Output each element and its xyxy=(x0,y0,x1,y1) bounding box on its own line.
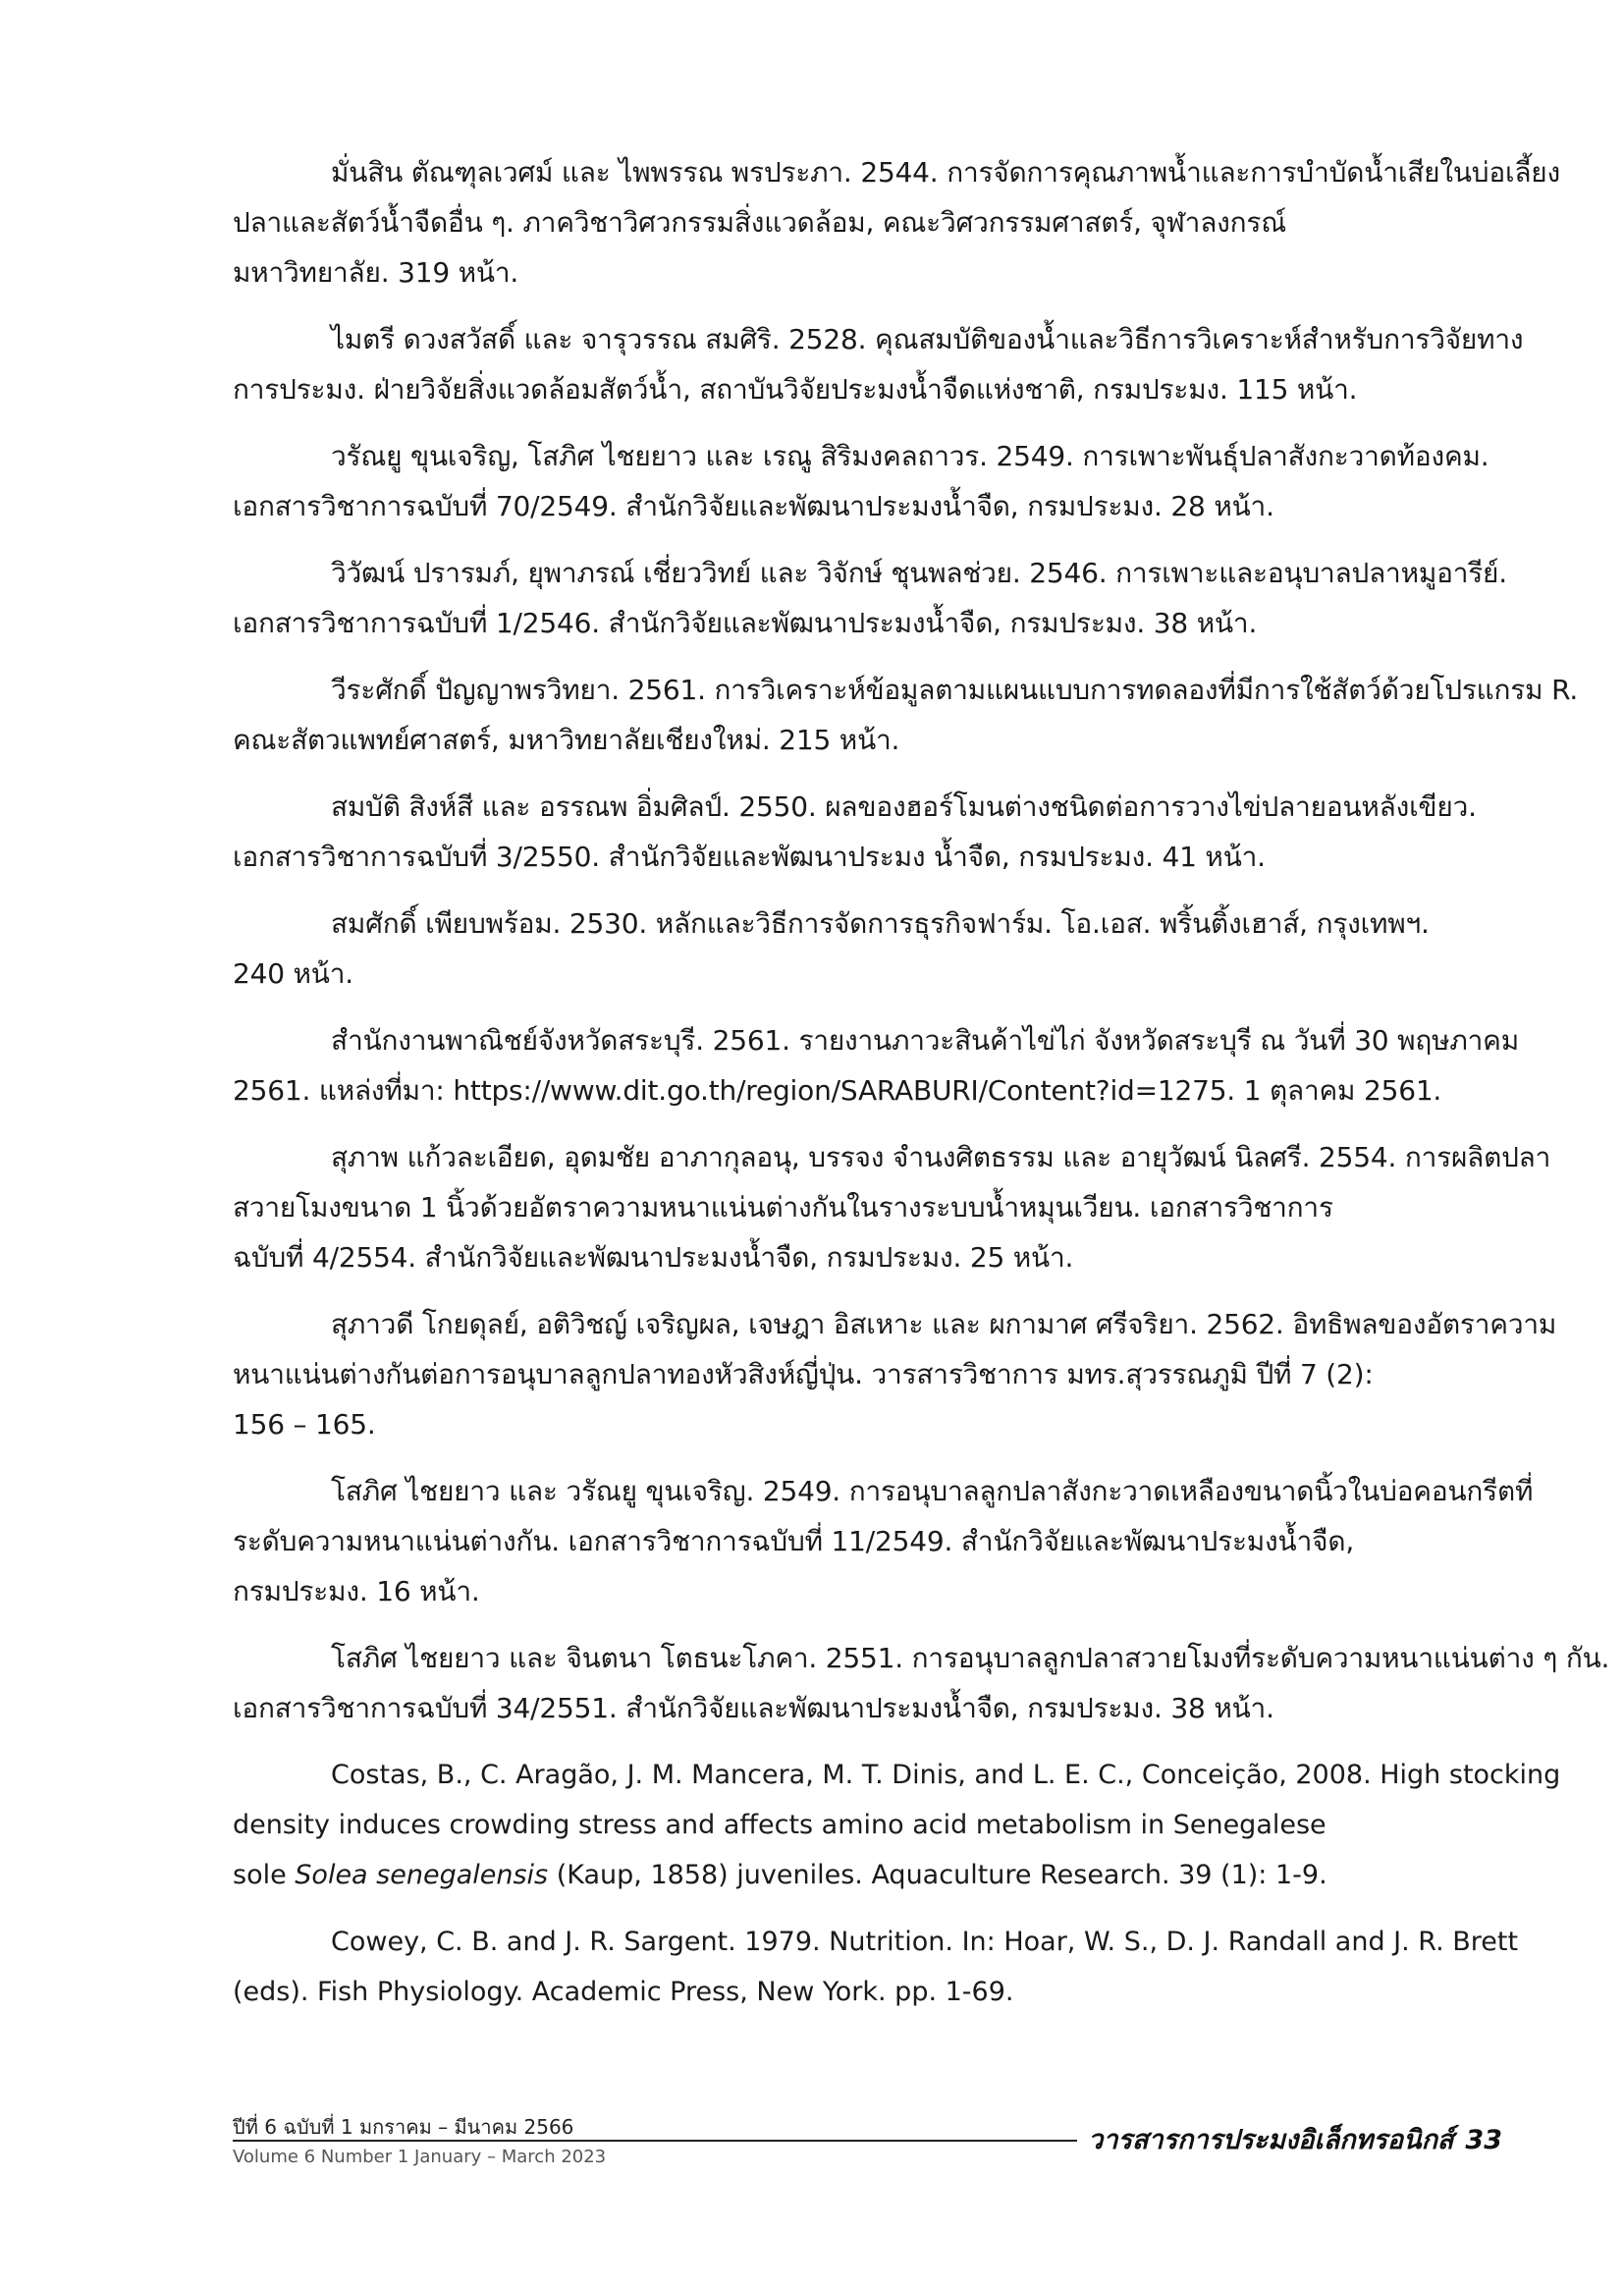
reference-line: คณะสัตวแพทย์ศาสตร์, มหาวิทยาลัยเชียงใหม่. 215 หน้า. xyxy=(233,724,900,756)
reference-entry xyxy=(233,1750,1561,1900)
reference-line: สุภาวดี โกยดุลย์, อติวิชญ์ เจริญผล, เจษฎา อิสเหาะ และ ผกามาศ ศรีจริยา. 2562. อิทธิพลของอัตราความ xyxy=(331,1308,1557,1340)
reference-line: density induces crowding stress and affects amino acid metabolism in Senegalese xyxy=(233,1810,1326,1840)
reference-entry xyxy=(233,1466,1534,1616)
reference-line: เอกสารวิชาการฉบับที่ 3/2550. สำนักวิจัยและพัฒนาประมง น้ำจืด, กรมประมง. 41 หน้า. xyxy=(233,841,1266,873)
reference-line: เอกสารวิชาการฉบับที่ 34/2551. สำนักวิจัยและพัฒนาประมงน้ำจืด, กรมประมง. 38 หน้า. xyxy=(233,1692,1274,1724)
reference-line: การประมง. ฝ่ายวิจัยสิ่งแวดล้อมสัตว์น้ำ, สถาบันวิจัยประมงน้ำจืดแห่งชาติ, กรมประมง. 115 หน้า. xyxy=(233,373,1358,406)
reference-line: สุภาพ แก้วละเอียด, อุดมชัย อาภากุลอนุ, บรรจง จำนงศิตธรรม และ อายุวัฒน์ นิลศรี. 2554. การผลิตปลา xyxy=(331,1141,1551,1173)
reference-line: วีระศักดิ์ ปัญญาพรวิทยา. 2561. การวิเคราะห์ข้อมูลตามแผนแบบการทดลองที่มีการใช้สัตว์ด้วยโปรแกรม R. xyxy=(331,674,1579,706)
reference-line: ระดับความหนาแน่นต่างกัน. เอกสารวิชาการฉบับที่ 11/2549. สำนักวิจัยและพัฒนาประมงน้ำจืด, xyxy=(233,1525,1355,1557)
reference-line: 240 หน้า. xyxy=(233,957,353,990)
reference-entry xyxy=(233,1015,1519,1116)
issue-info-english: Volume 6 Number 1 January – March 2023 xyxy=(233,2147,607,2167)
reference-text: (Kaup, 1858) juveniles. Aquaculture Research. 39 (1): 1-9. xyxy=(548,1860,1327,1890)
reference-line: สวายโมงขนาด 1 นิ้วด้วยอัตราความหนาแน่นต่างกันในรางระบบน้ำหมุนเวียน. เอกสารวิชาการ xyxy=(233,1191,1333,1224)
reference-line: 2561. แหล่งที่มา: https://www.dit.go.th/region/SARABURI/Content?id=1275. 1 ตุลาคม 2561. xyxy=(233,1074,1442,1107)
journal-name: วารสารการประมงอิเล็กทรอนิกส์ xyxy=(1088,2125,1454,2155)
reference-line: สมศักดิ์ เพียบพร้อม. 2530. หลักและวิธีการจัดการธุรกิจฟาร์ม. โอ.เอส. พริ้นติ้งเฮาส์, กรุงเทพฯ. xyxy=(331,907,1430,940)
reference-entry xyxy=(233,1633,1610,1733)
reference-line: มหาวิทยาลัย. 319 หน้า. xyxy=(233,256,519,289)
reference-entry xyxy=(233,665,1579,765)
reference-entry xyxy=(233,314,1524,414)
journal-footer xyxy=(1088,2118,1502,2160)
reference-line: หนาแน่นต่างกันต่อการอนุบาลลูกปลาทองหัวสิงห์ญี่ปุ่น. วารสารวิชาการ มทร.สุวรรณภูมิ ปีที่ 7 (2): xyxy=(233,1358,1374,1390)
reference-entry xyxy=(233,1917,1519,2017)
reference-entry xyxy=(233,1132,1551,1282)
reference-line: สำนักงานพาณิชย์จังหวัดสระบุรี. 2561. รายงานภาวะสินค้าไข่ไก่ จังหวัดสระบุรี ณ วันที่ 30 พฤษภาคม xyxy=(331,1024,1519,1057)
reference-line: โสภิศ ไชยยาว และ จินตนา โตธนะโภคา. 2551. การอนุบาลลูกปลาสวายโมงที่ระดับความหนาแน่นต่าง ๆ กัน. xyxy=(331,1642,1610,1674)
reference-line: เอกสารวิชาการฉบับที่ 1/2546. สำนักวิจัยและพัฒนาประมงน้ำจืด, กรมประมง. 38 หน้า. xyxy=(233,607,1258,639)
reference-line: วิวัฒน์ ปรารมภ์, ยุพาภรณ์ เชี่ยววิทย์ และ วิจักษ์ ชุนพลช่วย. 2546. การเพาะและอนุบาลปลาหมูอารีย์. xyxy=(331,557,1507,589)
reference-line: สมบัติ สิงห์สี และ อรรณพ อิ่มศิลป์. 2550. ผลของฮอร์โมนต่างชนิดต่อการวางไข่ปลายอนหลังเขียว. xyxy=(331,790,1477,823)
reference-line: มั่นสิน ตัณฑุลเวศม์ และ ไพพรรณ พรประภา. 2544. การจัดการคุณภาพน้ำและการบำบัดน้ำเสียในบ่อเลี้ยง xyxy=(331,156,1560,189)
page-number: 33 xyxy=(1465,2125,1502,2155)
reference-line: โสภิศ ไชยยาว และ วรัณยู ขุนเจริญ. 2549. การอนุบาลลูกปลาสังกะวาดเหลืองขนาดนิ้วในบ่อคอนกรีตที่ xyxy=(331,1475,1534,1507)
reference-line: (eds). Fish Physiology. Academic Press, New York. pp. 1-69. xyxy=(233,1977,1014,2007)
reference-line: ปลาและสัตว์น้ำจืดอื่น ๆ. ภาควิชาวิศวกรรมสิ่งแวดล้อม, คณะวิศวกรรมศาสตร์, จุฬาลงกรณ์ xyxy=(233,206,1286,239)
reference-entry xyxy=(233,782,1499,882)
reference-line: วรัณยู ขุนเจริญ, โสภิศ ไชยยาว และ เรณู สิริมงคลถาวร. 2549. การเพาะพันธุ์ปลาสังกะวาดท้องคม. xyxy=(331,440,1489,472)
reference-text: sole xyxy=(233,1860,296,1890)
reference-line: เอกสารวิชาการฉบับที่ 70/2549. สำนักวิจัยและพัฒนาประมงน้ำจืด, กรมประมง. 28 หน้า. xyxy=(233,490,1274,522)
reference-entry xyxy=(233,431,1499,531)
species-name: Solea senegalensis xyxy=(295,1860,549,1890)
footer-rule xyxy=(233,2140,1077,2142)
reference-line: Costas, B., C. Aragão, J. M. Mancera, M. T. Dinis, and L. E. C., Conceição, 2008. High stocking xyxy=(331,1760,1561,1790)
reference-line: 156 – 165. xyxy=(233,1408,376,1441)
reference-line: ฉบับที่ 4/2554. สำนักวิจัยและพัฒนาประมงน้ำจืด, กรมประมง. 25 หน้า. xyxy=(233,1241,1074,1274)
issue-info-thai: ปีที่ 6 ฉบับที่ 1 มกราคม – มีนาคม 2566 xyxy=(233,2115,574,2139)
reference-line: Cowey, C. B. and J. R. Sargent. 1979. Nutrition. In: Hoar, W. S., D. J. Randall and J. R. Brett xyxy=(331,1927,1519,1957)
reference-list xyxy=(233,147,1610,2034)
reference-entry xyxy=(233,1299,1557,1449)
reference-line: กรมประมง. 16 หน้า. xyxy=(233,1575,480,1607)
reference-entry xyxy=(233,147,1560,298)
reference-line xyxy=(233,1850,1499,1900)
reference-entry xyxy=(233,898,1499,999)
reference-line: ไมตรี ดวงสวัสดิ์ และ จารุวรรณ สมศิริ. 2528. คุณสมบัติของน้ำและวิธีการวิเคราะห์สำหรับการวิจัยทาง xyxy=(331,323,1524,355)
reference-entry xyxy=(233,548,1507,648)
